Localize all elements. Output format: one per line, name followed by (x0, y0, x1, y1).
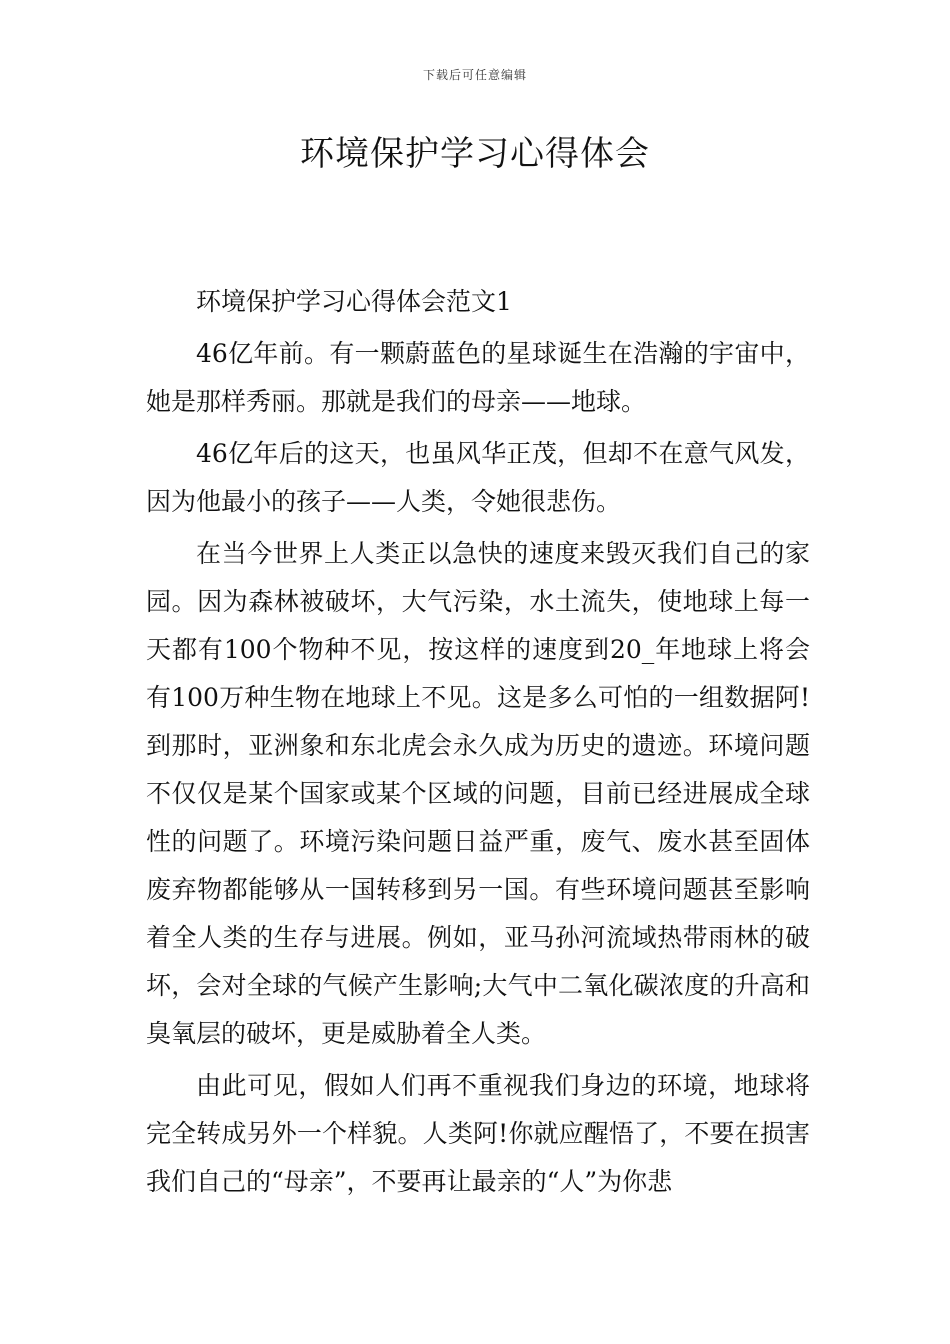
paragraph-subtitle: 环境保护学习心得体会范文1 (196, 287, 512, 316)
paragraph: 由此可见，假如人们再不重视我们身边的环境，地球将完全转成另外一个样貌。人类阿!你就应醒悟了，不要在损害我们自己的“母亲”，不要再让最亲的“人”为你悲 (146, 1071, 810, 1196)
document-title: 环境保护学习心得体会 (300, 134, 650, 174)
paragraph: 46亿年前。有一颗蔚蓝色的星球诞生在浩瀚的宇宙中，她是那样秀丽。那就是我们的母亲——地球。 (146, 339, 810, 416)
header-note: 下载后可任意编辑 (422, 68, 527, 82)
document-body (146, 278, 810, 1210)
paragraph: 46亿年后的这天，也虽风华正茂，但却不在意气风发，因为他最小的孩子——人类，令她很悲伤。 (146, 439, 810, 516)
paragraph: 在当今世界上人类正以急快的速度来毁灭我们自己的家园。因为森林被破坏，大气污染，水土流失，使地球上每一天都有100个物种不见，按这样的速度到20_年地球上将会有100万种生物在地球上不见。这是多么可怕的一组数据阿!到那时，亚洲象和东北虎会永久成为历史的遗迹。环境问题不仅仅是某个国家或某个区域的问题，目前已经进展成全球性的问题了。环境污染问题日益严重，废气、废水甚至固体废弃物都能够从一国转移到另一国。有些环境问题甚至影响着全人类的生存与进展。例如，亚马孙河流域热带雨林的破坏，会对全球的气候产生影响;大气中二氧化碳浓度的升高和臭氧层的破坏，更是威胁着全人类。 (146, 539, 810, 1048)
